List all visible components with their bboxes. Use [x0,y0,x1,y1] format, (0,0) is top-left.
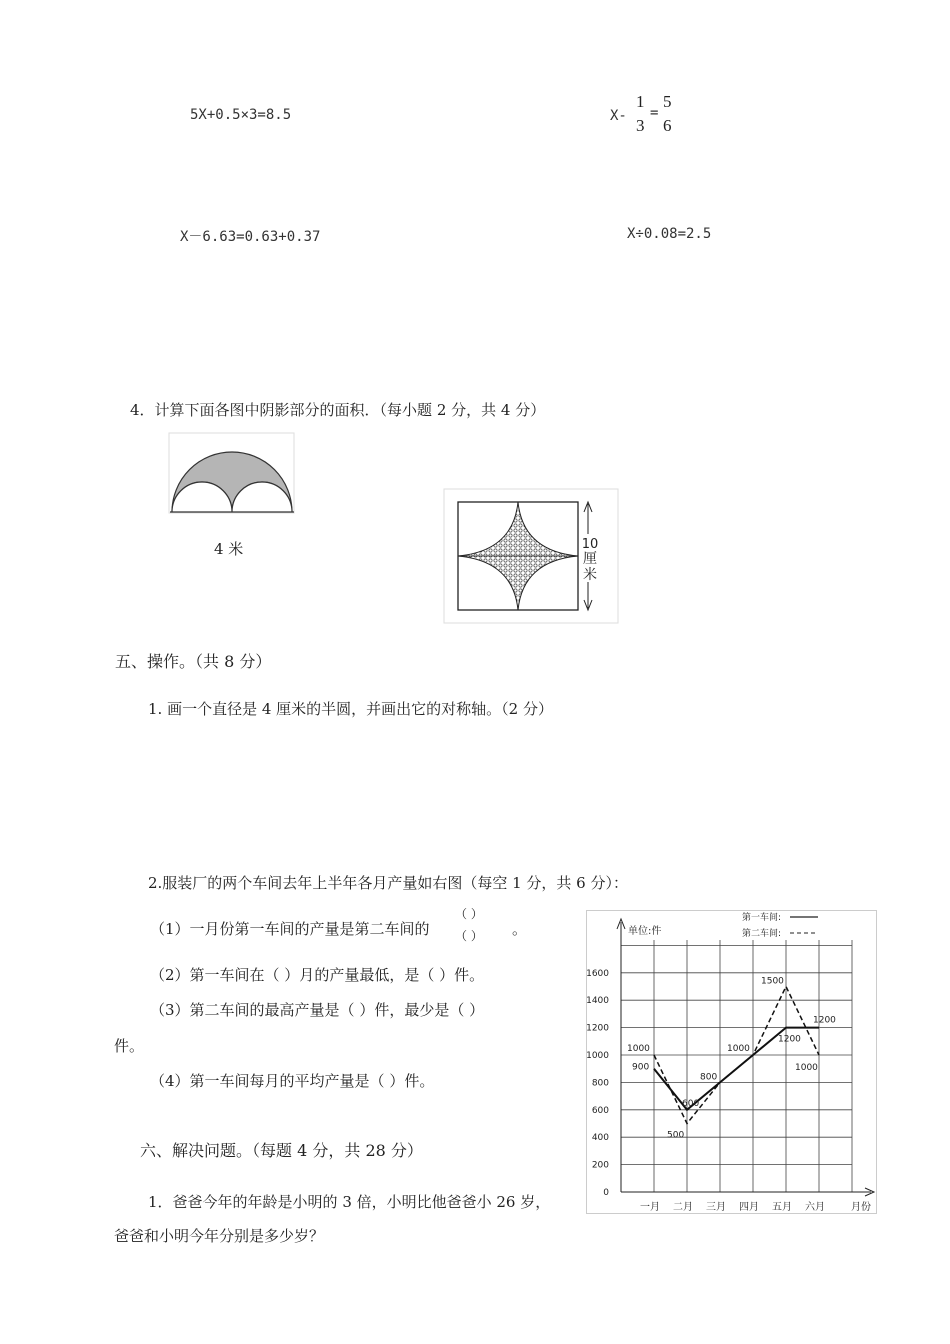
equation-2 [610,92,690,142]
equation-3: X－6.63=0.63+0.37 [180,229,321,245]
fraction-2-numerator: 5 [663,92,672,111]
y-tick-label: 800 [591,1078,609,1089]
x-axis-title: 月份 [851,1202,871,1213]
section-5-title: 五、操作。（共 8 分） [115,652,272,671]
y-tick-label: 1600 [586,968,609,979]
y-tick-label: 0 [603,1188,609,1198]
fraction-blank-top: （ ） [455,907,483,921]
legend-series-1-label: 第一车间: [742,913,782,923]
data-label: 1200 [813,1015,836,1026]
equation-1: 5X+0.5×3=8.5 [190,107,292,123]
sub-question-2: （2）第一车间在（ ）月的产量最低，是（ ）件。 [150,966,485,984]
data-label: 1500 [761,976,784,987]
sub-question-1: （1）一月份第一车间的产量是第二车间的 [150,920,430,938]
equation-2-prefix: X- [610,108,627,124]
data-label: 1200 [778,1034,801,1045]
fraction-1-denominator: 3 [636,116,645,135]
fraction-1-numerator: 1 [636,92,645,111]
section-5-q2: 2.服装厂的两个车间去年上半年各月产量如右图（每空 1 分，共 6 分）： [148,874,628,892]
fraction-2-denominator: 6 [663,116,672,135]
figure-semicircles [168,432,296,514]
chart-frame [587,911,877,1214]
equation-4: X÷0.08=2.5 [627,226,712,242]
y-tick-label: 1400 [586,996,609,1007]
data-label: 800 [700,1072,718,1083]
figure-1-label: 4 米 [214,540,244,558]
data-label: 1000 [727,1044,750,1054]
y-axis-title: 单位:件 [628,926,662,937]
section-6-q1-line2: 爸爸和小明今年分别是多少岁？ [114,1227,325,1245]
x-tick-label: 二月 [673,1202,693,1213]
y-tick-label: 200 [591,1160,609,1171]
fraction-blank-bottom: （ ） [455,929,483,943]
production-line-chart [586,910,877,1214]
data-label: 500 [667,1130,685,1141]
dimension-label-char-2: 米 [583,567,597,583]
dimension-label-number: 10 [581,537,599,552]
x-tick-label: 五月 [772,1202,792,1213]
q4-title: 4．计算下面各图中阴影部分的面积．（每小题 2 分，共 4 分） [130,401,546,419]
sub-question-3-continued: 件。 [114,1037,145,1055]
x-tick-label: 六月 [805,1202,825,1213]
section-6-title: 六、解决问题。（每题 4 分，共 28 分） [140,1141,423,1160]
y-tick-label: 400 [591,1133,609,1144]
y-tick-label: 1000 [586,1051,609,1061]
data-label: 900 [632,1062,650,1073]
y-tick-label: 600 [591,1105,609,1116]
equals-sign: = [650,105,659,121]
data-label: 600 [682,1098,700,1109]
section-6-q1-line1: 1．爸爸今年的年龄是小明的 3 倍，小明比他爸爸小 26 岁， [148,1193,551,1211]
x-tick-label: 一月 [640,1202,660,1213]
figure-star-square [443,488,619,624]
data-label: 1000 [795,1063,818,1073]
x-tick-label: 三月 [706,1202,726,1213]
section-5-q1: 1. 画一个直径是 4 厘米的半圆，并画出它的对称轴。（2 分） [148,700,553,718]
legend-series-2-label: 第二车间: [742,929,782,939]
data-label: 1000 [627,1044,650,1054]
sub-question-4: （4）第一车间每月的平均产量是（ ）件。 [150,1072,435,1090]
sub-question-3: （3）第二车间的最高产量是（ ）件，最少是（ ） [150,1001,485,1019]
sub-question-1-end: 。 [512,920,528,938]
y-tick-label: 1200 [586,1023,609,1034]
dimension-label-char-1: 厘 [583,551,597,567]
x-tick-label: 四月 [739,1202,759,1213]
